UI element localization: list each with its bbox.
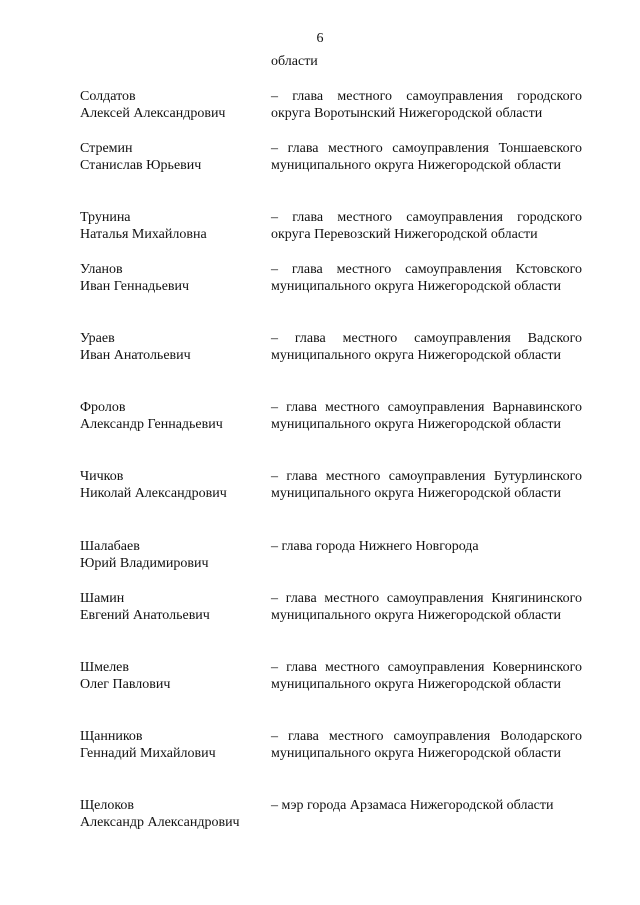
given-names: Евгений Анатольевич bbox=[80, 608, 210, 623]
person-name bbox=[80, 590, 265, 624]
position-description: – глава местного самоуправления Тоншаевского муниципального округа Нижегородской области bbox=[271, 141, 582, 173]
given-names: Станислав Юрьевич bbox=[80, 158, 202, 173]
person-name bbox=[80, 261, 265, 295]
position-description: – глава местного самоуправления городского округа Перевозский Нижегородской области bbox=[271, 210, 582, 242]
person-name bbox=[80, 468, 265, 502]
person-name bbox=[80, 330, 265, 364]
person-name bbox=[80, 140, 265, 174]
given-names: Александр Геннадьевич bbox=[80, 417, 223, 432]
given-names: Иван Геннадьевич bbox=[80, 279, 190, 294]
surname: Уланов bbox=[80, 262, 123, 277]
surname: Шалабаев bbox=[80, 539, 140, 554]
position-description: – глава местного самоуправления Варнавинского муниципального округа Нижегородской области bbox=[271, 400, 582, 432]
person-name bbox=[80, 728, 265, 762]
position-description: – глава местного самоуправления Володарского муниципального округа Нижегородской области bbox=[271, 729, 582, 761]
position-description: – глава города Нижнего Новгорода bbox=[271, 539, 479, 554]
surname: Чичков bbox=[80, 469, 124, 484]
person-name bbox=[80, 209, 265, 243]
person-name bbox=[80, 797, 265, 831]
given-names: Николай Александрович bbox=[80, 486, 227, 501]
position-description: – глава местного самоуправления Бутурлинского муниципального округа Нижегородской области bbox=[271, 469, 582, 501]
surname: Щелоков bbox=[80, 798, 135, 813]
given-names: Александр Александрович bbox=[80, 815, 240, 830]
person-name bbox=[80, 399, 265, 433]
position-description: – мэр города Арзамаса Нижегородской области bbox=[271, 798, 554, 813]
surname: Ураев bbox=[80, 331, 115, 346]
given-names: Олег Павлович bbox=[80, 677, 171, 692]
position-description: – глава местного самоуправления Вадского муниципального округа Нижегородской области bbox=[271, 331, 582, 363]
person-name bbox=[80, 659, 265, 693]
given-names: Геннадий Михайлович bbox=[80, 746, 216, 761]
person-name bbox=[80, 88, 265, 122]
given-names: Юрий Владимирович bbox=[80, 556, 209, 571]
position-description: – глава местного самоуправления Княгининского муниципального округа Нижегородской области bbox=[271, 591, 582, 623]
given-names: Алексей Александрович bbox=[80, 106, 226, 121]
surname: Шмелев bbox=[80, 660, 130, 675]
surname: Стремин bbox=[80, 141, 133, 156]
position-description: – глава местного самоуправления Кстовского муниципального округа Нижегородской области bbox=[271, 262, 582, 294]
position-description: – глава местного самоуправления Ковернинского муниципального округа Нижегородской области bbox=[271, 660, 582, 692]
surname: Фролов bbox=[80, 400, 126, 415]
page-number: 6 bbox=[316, 31, 324, 46]
given-names: Иван Анатольевич bbox=[80, 348, 191, 363]
position-description: – глава местного самоуправления городского округа Воротынский Нижегородской области bbox=[271, 89, 582, 121]
given-names: Наталья Михайловна bbox=[80, 227, 207, 242]
surname: Трунина bbox=[80, 210, 131, 225]
surname: Солдатов bbox=[80, 89, 136, 104]
surname: Щанников bbox=[80, 729, 143, 744]
surname: Шамин bbox=[80, 591, 125, 606]
person-name bbox=[80, 538, 265, 572]
carried-over-text: области bbox=[271, 54, 318, 69]
